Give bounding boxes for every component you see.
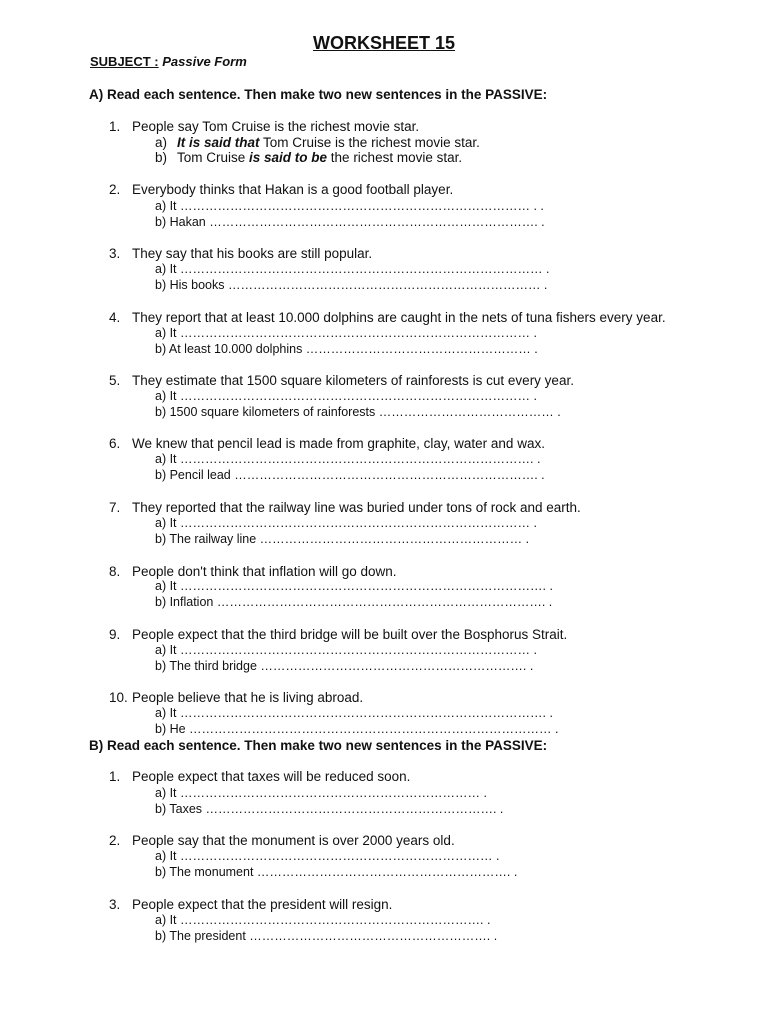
- answer-blank[interactable]: a) It ………………………………………………………………. .: [155, 913, 491, 927]
- subject-value: Passive Form: [162, 54, 247, 69]
- answer-blank[interactable]: a) It ………………………………………………………………………… .: [155, 326, 537, 340]
- answer-blank[interactable]: a) It …………………………………………………………………………. .: [155, 452, 541, 466]
- answer-blank[interactable]: a) It …………………………………………………………………………… .: [155, 262, 550, 276]
- answer-blank[interactable]: b) At least 10.000 dolphins ……………………………………………… .: [155, 342, 538, 356]
- question-a-8: 8. People don't think that inflation will go down.: [109, 564, 397, 579]
- answer-blank[interactable]: a) It ………………………………………………………………………… . .: [155, 199, 544, 213]
- example-answer-a: a) It is said that Tom Cruise is the richest movie star.: [155, 135, 480, 150]
- question-b-3: 3. People expect that the president will resign.: [109, 897, 393, 912]
- example-answer-b-emphasis: is said to be: [249, 150, 328, 165]
- question-a-10: 10. People believe that he is living abroad.: [109, 690, 364, 705]
- answer-blank[interactable]: a) It ………………………………………………………………………… .: [155, 516, 537, 530]
- answer-blank[interactable]: a) It ……………………………………………………………… .: [155, 786, 487, 800]
- question-a-3: 3. They say that his books are still popular.: [109, 246, 373, 261]
- question-a-7: 7. They reported that the railway line was buried under tons of rock and earth.: [109, 500, 581, 515]
- question-a-4: 4. They report that at least 10.000 dolphins are caught in the nets of tuna fishers every year.: [109, 310, 666, 325]
- answer-blank[interactable]: b) The railway line ……………………………………………………… .: [155, 532, 530, 546]
- answer-blank[interactable]: b) He …………………………………………………………………………… .: [155, 722, 559, 736]
- question-a-2: 2. Everybody thinks that Hakan is a good football player.: [109, 182, 454, 197]
- question-a-6: 6. We knew that pencil lead is made from graphite, clay, water and wax.: [109, 436, 545, 451]
- answer-blank[interactable]: b) The president …………………………………………………. .: [155, 929, 498, 943]
- example-answer-b: b) Tom Cruise is said to be the richest movie star.: [155, 150, 463, 165]
- answer-blank[interactable]: b) Inflation ……………………………………………………………………. .: [155, 595, 553, 609]
- subject-line: [90, 54, 247, 69]
- question-number: 1.: [109, 119, 121, 134]
- answer-blank[interactable]: a) It ………………………………………………………………… .: [155, 849, 500, 863]
- answer-blank[interactable]: b) The monument ……………………………………………………. .: [155, 865, 518, 879]
- answer-blank[interactable]: a) It ………………………………………………………………………… .: [155, 389, 537, 403]
- answer-blank[interactable]: b) The third bridge ………………………………………………………. .: [155, 659, 534, 673]
- example-answer-a-emphasis: It is said that: [177, 135, 260, 150]
- question-a-5: 5. They estimate that 1500 square kilometers of rainforests is cut every year.: [109, 373, 574, 388]
- answer-blank[interactable]: b) Hakan ……………………………………………………………………. .: [155, 215, 545, 229]
- answer-blank[interactable]: b) Pencil lead ………………………………………………………………. .: [155, 468, 545, 482]
- answer-blank[interactable]: a) It ……………………………………………………………………………. .: [155, 706, 553, 720]
- question-text: People say Tom Cruise is the richest movie star.: [132, 119, 420, 134]
- question-b-2: 2. People say that the monument is over 2000 years old.: [109, 833, 455, 848]
- question-a-9: 9. People expect that the third bridge will be built over the Bosphorus Strait.: [109, 627, 568, 642]
- answer-blank[interactable]: b) Taxes ……………………………………………………………. .: [155, 802, 504, 816]
- section-a-heading: A) Read each sentence. Then make two new sentences in the PASSIVE:: [89, 87, 548, 102]
- subject-label: SUBJECT :: [90, 54, 159, 69]
- answer-blank[interactable]: b) 1500 square kilometers of rainforests …………………………………… .: [155, 405, 561, 419]
- worksheet-title: WORKSHEET 15: [312, 33, 456, 53]
- question-b-1: 1. People expect that taxes will be reduced soon.: [109, 769, 411, 784]
- answer-blank[interactable]: a) It ………………………………………………………………………… .: [155, 643, 537, 657]
- answer-blank[interactable]: b) His books ………………………………………………………………… .: [155, 278, 548, 292]
- question-a-1: [109, 119, 419, 134]
- answer-blank[interactable]: a) It ……………………………………………………………………………. .: [155, 579, 553, 593]
- section-b-heading: B) Read each sentence. Then make two new sentences in the PASSIVE:: [89, 738, 548, 753]
